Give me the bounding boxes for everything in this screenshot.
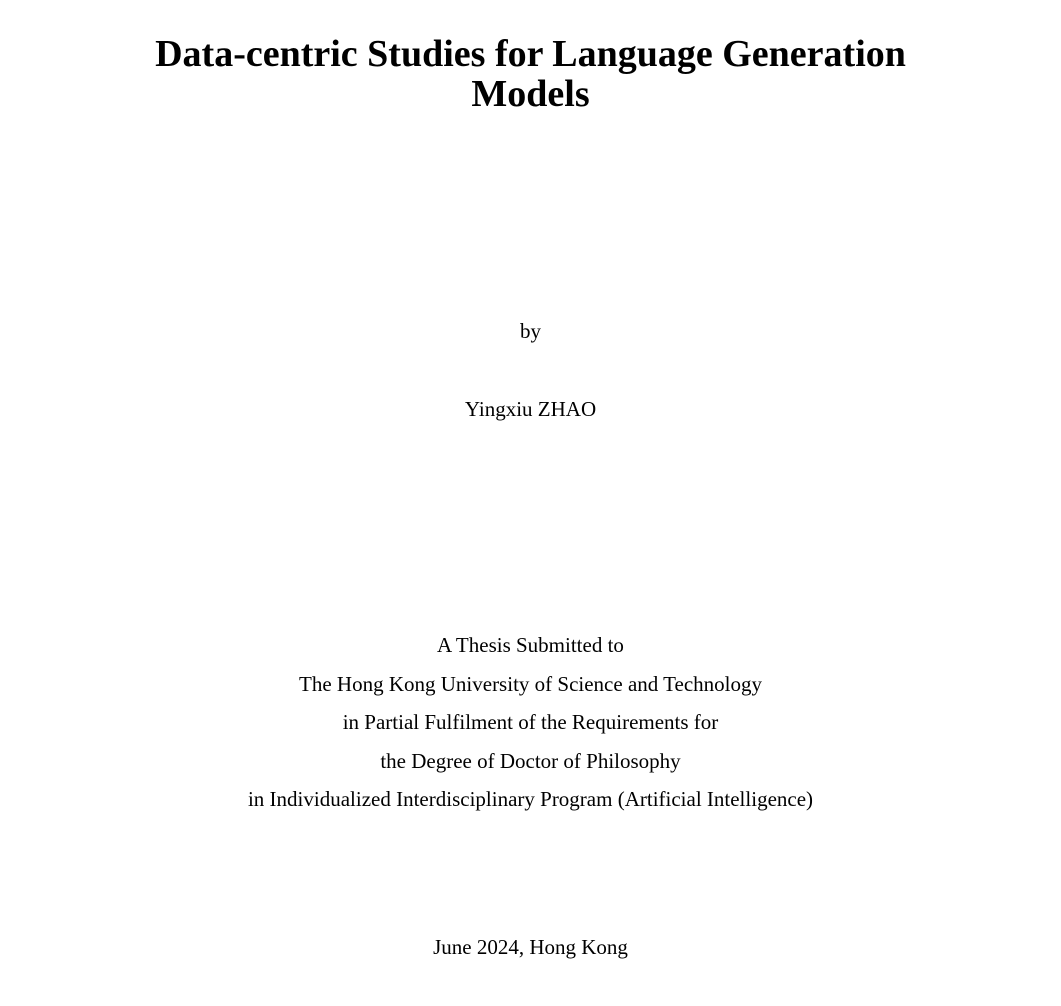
submission-line-1: A Thesis Submitted to: [437, 633, 624, 657]
author-name: Yingxiu ZHAO: [464, 397, 597, 421]
submission-line-2: The Hong Kong University of Science and Technology: [299, 671, 762, 696]
thesis-title-line-1: Data-centric Studies for Language Generation: [155, 33, 906, 75]
submission-line-3: in Partial Fulfilment of the Requirements for: [342, 710, 719, 734]
thesis-title-line-2: Models: [471, 73, 590, 115]
by-label: by: [520, 319, 541, 343]
submission-line-5: in Individualized Interdisciplinary Program (Artificial Intelligence): [247, 787, 814, 811]
thesis-title: [0, 34, 1061, 114]
submission-statement: [0, 626, 1061, 819]
submission-line-4: the Degree of Doctor of Philosophy: [380, 748, 681, 773]
date-and-place: June 2024, Hong Kong: [433, 935, 628, 959]
